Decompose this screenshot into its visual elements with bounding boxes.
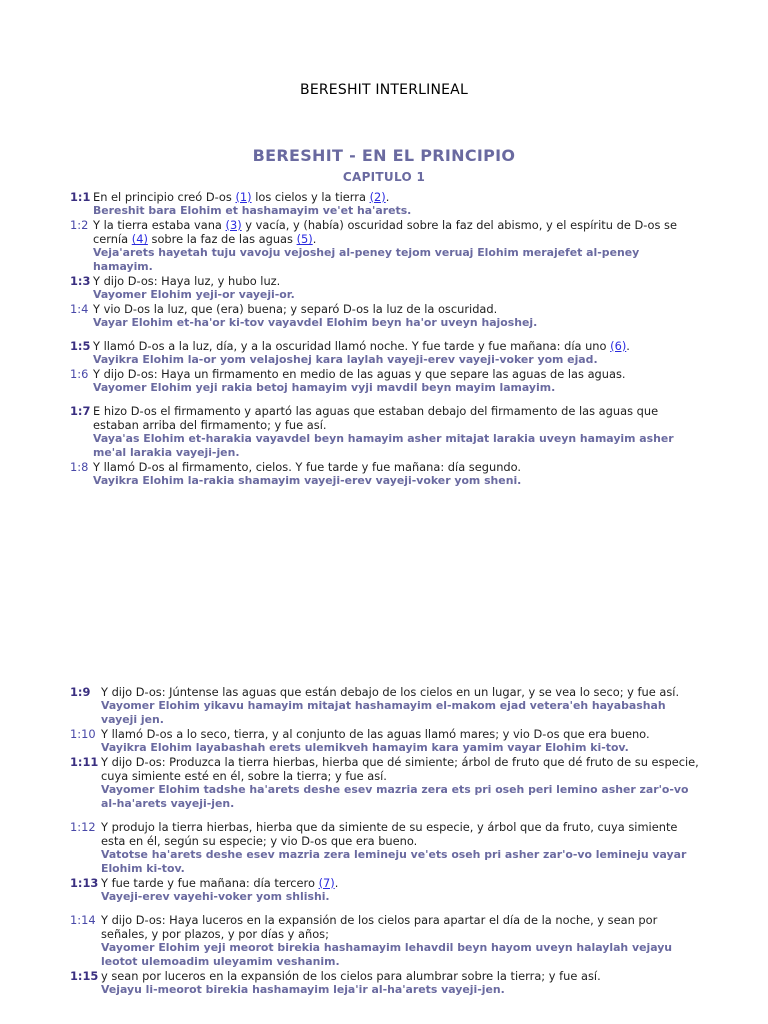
verse-1-9 — [0, 685, 768, 727]
verse-ref: 1:8 — [70, 460, 89, 474]
verse-transliteration: Vayomer Elohim yeji meorot birekia hashamayim lehavdil beyn hayom uveyn halaylah vejayu leotot ulemoadim uleyamim veshanim. — [101, 941, 673, 968]
verse-ref: 1:12 — [70, 819, 96, 834]
verse-transliteration: Vejayu li-meorot birekia hashamayim leja'ir al-ha'arets vayeji-jen. — [101, 983, 505, 996]
verse-spanish: Y llamó D-os al firmamento, cielos. Y fue tarde y fue mañana: día segundo. — [93, 460, 522, 474]
footnote-link[interactable]: (7) — [318, 875, 335, 890]
verse-1-7 — [0, 404, 768, 460]
verse-ref: 1:9 — [70, 685, 91, 699]
verse-ref: 1:13 — [70, 875, 99, 890]
verse-1-13 — [0, 876, 768, 904]
verse-spanish: Y fue tarde y fue mañana: día tercero (7). — [101, 875, 339, 890]
verse-ref: 1:10 — [70, 726, 96, 741]
verse-transliteration: Vayikra Elohim la-rakia shamayim vayeji-erev vayeji-voker yom sheni. — [93, 474, 522, 488]
book-title: BERESHIT - EN EL PRINCIPIO — [252, 146, 516, 165]
verse-transliteration: Vayomer Elohim yeji-or vayeji-or. — [93, 288, 295, 302]
verse-transliteration: Veja'arets hayetah tuju vavoju vejoshej al-peney tejom veruaj Elohim merajefet al-peney hamayim. — [93, 246, 640, 274]
footnote-link[interactable]: (2) — [369, 190, 386, 204]
footnote-link[interactable]: (4) — [131, 232, 148, 247]
verse-transliteration: Vayikra Elohim layabashah erets ulemikveh hamayim kara yamim vayar Elohim ki-tov. — [101, 741, 629, 754]
verse-ref: 1:6 — [70, 367, 89, 381]
verse-1-3 — [0, 274, 768, 302]
verse-1-4 — [0, 302, 768, 330]
chapter-heading: CAPITULO 1 — [342, 170, 426, 184]
verse-ref: 1:2 — [70, 218, 89, 232]
verse-transliteration: Vayomer Elohim tadshe ha'arets deshe esev mazria zera ets pri oseh peri lemino asher zar'o-vo al-ha'arets vayeji-jen. — [101, 783, 689, 810]
footnote-link[interactable]: (6) — [610, 339, 627, 353]
verse-1-10 — [0, 727, 768, 755]
verse-spanish: Y dijo D-os: Haya un firmamento en medio de las aguas y que separe las aguas de las aguas. — [93, 367, 626, 381]
verse-1-14 — [0, 913, 768, 969]
verse-spanish: Y vio D-os la luz, que (era) buena; y separó D-os la luz de la oscuridad. — [93, 302, 498, 316]
verse-1-11 — [0, 755, 768, 811]
verse-ref: 1:11 — [70, 754, 99, 769]
verse-transliteration: Vaya'as Elohim et-harakia vayavdel beyn hamayim asher mitajat larakia uveyn hamayim asher me'al larakia vayeji-jen. — [93, 432, 674, 460]
verses-section-2 — [0, 685, 768, 997]
verse-transliteration: Vayomer Elohim yikavu hamayim mitajat hashamayim el-makom ejad vetera'eh hayabashah vayeji jen. — [101, 699, 666, 726]
verse-ref: 1:5 — [70, 339, 91, 353]
verses-section-1 — [0, 190, 768, 488]
verse-spanish: Y dijo D-os: Haya luz, y hubo luz. — [93, 274, 281, 288]
verse-transliteration: Vayikra Elohim la-or yom velajoshej kara laylah vayeji-erev vayeji-voker yom ejad. — [93, 353, 598, 367]
verse-1-15 — [0, 969, 768, 997]
verse-transliteration: Vayeji-erev vayehi-voker yom shlishi. — [101, 890, 330, 903]
verse-spanish: Y dijo D-os: Haya luceros en la expansión de los cielos para apartar el día de la noche, y sean por señales, y por plazos, y por días y años; — [101, 912, 658, 941]
verse-transliteration: Vatotse ha'arets deshe esev mazria zera lemineju ve'ets oseh pri asher zar'o-vo lemineju vayar Elohim ki-tov. — [101, 848, 687, 875]
verse-ref: 1:14 — [70, 912, 96, 927]
verse-spanish: Y produjo la tierra hierbas, hierba que da simiente de su especie, y árbol que da fruto, cuya simiente esta en él, según su especie; y vio D-os que era bueno. — [101, 819, 678, 848]
verse-1-12 — [0, 820, 768, 876]
verse-transliteration: Bereshit bara Elohim et hashamayim ve'et ha'arets. — [93, 204, 412, 218]
footnote-link[interactable]: (1) — [235, 190, 252, 204]
verse-1-6 — [0, 367, 768, 395]
verse-1-2 — [0, 218, 768, 274]
verse-spanish: Y dijo D-os: Produzca la tierra hierbas, hierba que dé simiente; árbol de fruto que dé fruto de su especie, cuya simiente esté en él, sobre la tierra; y fue así. — [101, 754, 699, 783]
verse-1-8 — [0, 460, 768, 488]
verse-spanish: En el principio creó D-os (1) los cielos y la tierra (2). — [93, 190, 390, 204]
footnote-link[interactable]: (5) — [296, 232, 313, 247]
verse-1-5 — [0, 339, 768, 367]
verse-ref: 1:15 — [70, 968, 99, 983]
verse-spanish: E hizo D-os el firmamento y apartó las aguas que estaban debajo del firmamento de las aguas que estaban arriba del firmamento; y fue así. — [93, 404, 659, 433]
verse-transliteration: Vayar Elohim et-ha'or ki-tov vayavdel Elohim beyn ha'or uveyn hajoshej. — [93, 316, 538, 330]
verse-spanish: Y dijo D-os: Júntense las aguas que están debajo de los cielos en un lugar, y se vea lo seco; y fue así. — [101, 685, 680, 699]
footnote-link[interactable]: (3) — [225, 218, 242, 232]
verse-spanish: Y llamó D-os a lo seco, tierra, y al conjunto de las aguas llamó mares; y vio D-os que era bueno. — [101, 726, 650, 741]
document-title: BERESHIT INTERLINEAL — [300, 82, 468, 98]
verse-ref: 1:7 — [70, 404, 91, 418]
verse-ref: 1:1 — [70, 190, 91, 204]
verse-1-1 — [0, 190, 768, 218]
verse-transliteration: Vayomer Elohim yeji rakia betoj hamayim vyji mavdil beyn mayim lamayim. — [93, 381, 556, 395]
verse-ref: 1:3 — [70, 274, 91, 288]
verse-ref: 1:4 — [70, 302, 89, 316]
verse-spanish: Y la tierra estaba vana (3) y vacía, y (había) oscuridad sobre la faz del abismo, y el espíritu de D-os se cernía (4) sobre la faz de las aguas (5). — [93, 218, 678, 247]
verse-spanish: Y llamó D-os a la luz, día, y a la oscuridad llamó noche. Y fue tarde y fue mañana: día uno (6). — [93, 339, 630, 353]
verse-spanish: y sean por luceros en la expansión de los cielos para alumbrar sobre la tierra; y fue así. — [101, 968, 601, 983]
